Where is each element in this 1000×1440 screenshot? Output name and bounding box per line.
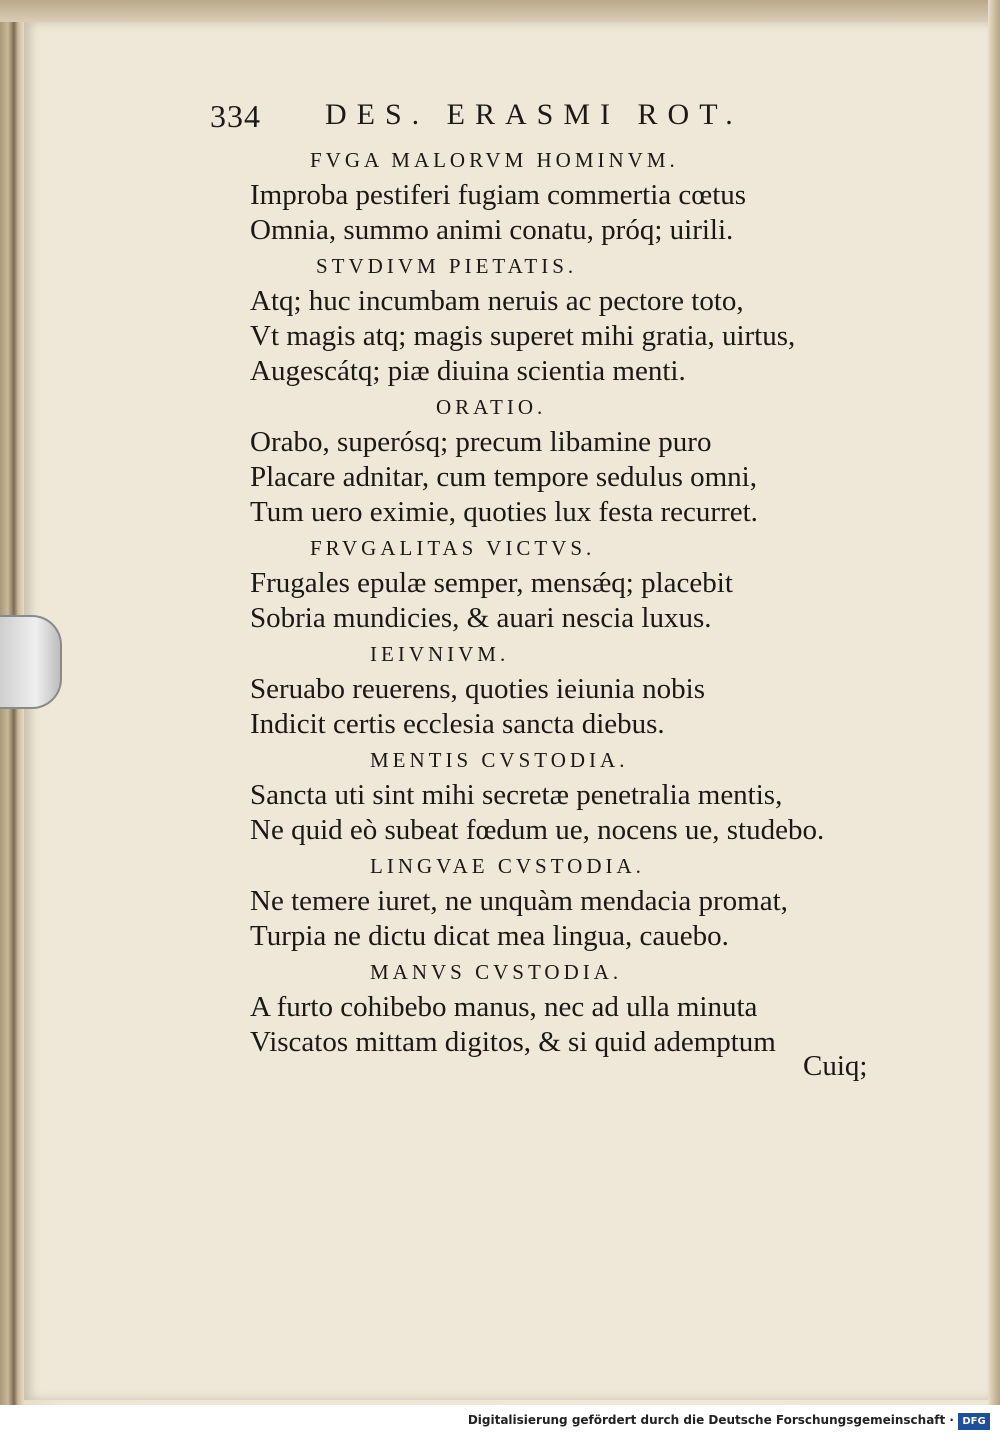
page-clip	[0, 615, 62, 709]
page-number: 334	[210, 98, 261, 134]
verse-line: Indicit certis ecclesia sancta diebus.	[250, 708, 665, 740]
section-heading: ORATIO.	[436, 395, 547, 419]
book-fore-edge	[988, 0, 1000, 1405]
verse-line: Turpia ne dictu dicat mea lingua, cauebo.	[250, 920, 729, 952]
verse-line: Vt magis atq; magis superet mihi gratia, uirtus,	[250, 320, 796, 352]
verse-line: A furto cohibebo manus, nec ad ulla minuta	[250, 991, 758, 1023]
section-heading: LINGVAE CVSTODIA.	[370, 854, 645, 878]
catchword: Cuiq;	[803, 1050, 868, 1082]
page-header	[210, 98, 810, 138]
section-heading: FRVGALITAS VICTVS.	[310, 536, 596, 560]
verse-line: Viscatos mittam digitos, & si quid ademptum	[250, 1026, 776, 1058]
verse-line: Improba pestiferi fugiam commertia cœtus	[250, 179, 747, 211]
verse-line: Ne temere iuret, ne unquàm mendacia promat,	[250, 885, 788, 917]
verse-line: Placare adnitar, cum tempore sedulus omni,	[250, 461, 757, 493]
verse-line: Augescátq; piæ diuina scientia menti.	[250, 355, 686, 387]
funding-notice: Digitalisierung gefördert durch die Deutsche Forschungsgemeinschaft ·	[467, 1413, 954, 1427]
verse-line: Frugales epulæ semper, mensǽq; placebit	[250, 567, 733, 599]
verse-line: Atq; huc incumbam neruis ac pectore toto,	[250, 285, 744, 317]
footer-bar	[0, 1405, 1000, 1440]
section-heading: MANVS CVSTODIA.	[370, 960, 623, 984]
verse-line: Ne quid eò subeat fœdum ue, nocens ue, studebo.	[250, 814, 825, 846]
section-heading: IEIVNIVM.	[370, 642, 510, 666]
book-top-edge	[0, 0, 1000, 22]
verse-line: Orabo, superósq; precum libamine puro	[250, 426, 712, 458]
verse-line: Sancta uti sint mihi secretæ penetralia mentis,	[250, 779, 783, 811]
section-heading: STVDIVM PIETATIS.	[316, 254, 578, 278]
dfg-logo-icon: DFG	[958, 1413, 990, 1430]
verse-line: Sobria mundicies, & auari nescia luxus.	[250, 602, 712, 634]
verse-line: Omnia, summo animi conatu, próq; uirili.	[250, 214, 734, 246]
section-heading: FVGA MALORVM HOMINVM.	[310, 148, 679, 172]
section-heading: MENTIS CVSTODIA.	[370, 748, 629, 772]
verse-line: Seruabo reuerens, quoties ieiunia nobis	[250, 673, 706, 705]
poem-text-block	[250, 142, 850, 1060]
verse-line: Tum uero eximie, quoties lux festa recurret.	[250, 496, 758, 528]
running-head: DES. ERASMI ROT.	[325, 98, 743, 131]
